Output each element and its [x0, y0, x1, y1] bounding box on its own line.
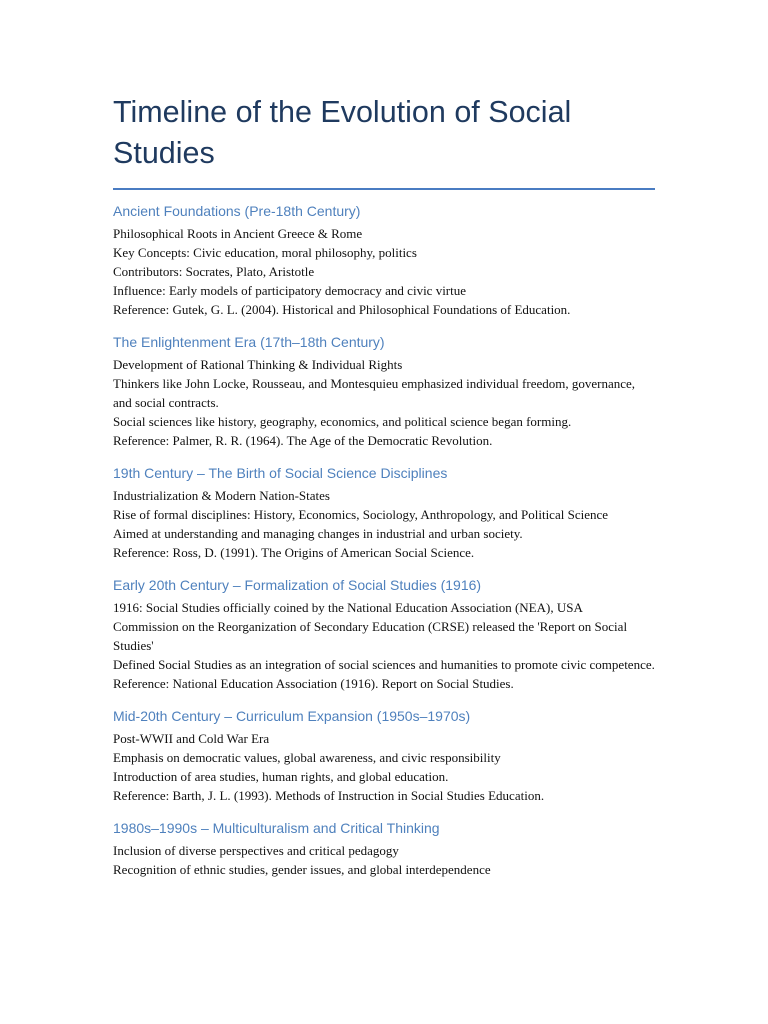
section-enlightenment-era	[113, 333, 655, 450]
section-heading: Ancient Foundations (Pre-18th Century)	[113, 203, 361, 219]
section-line: Reference: Palmer, R. R. (1964). The Age of the Democratic Revolution.	[113, 433, 493, 448]
section-heading: 1980s–1990s – Multiculturalism and Critical Thinking	[113, 820, 440, 836]
document-page	[113, 92, 655, 879]
section-line: Defined Social Studies as an integration of social sciences and humanities to promote civic competence.	[113, 657, 655, 672]
section-line: Reference: National Education Association (1916). Report on Social Studies.	[113, 676, 514, 691]
section-line: Philosophical Roots in Ancient Greece & Rome	[113, 226, 363, 241]
section-1980s-1990s	[113, 819, 655, 879]
section-line: Reference: Barth, J. L. (1993). Methods of Instruction in Social Studies Education.	[113, 788, 545, 803]
section-line: Rise of formal disciplines: History, Economics, Sociology, Anthropology, and Political Science	[113, 507, 609, 522]
section-heading: 19th Century – The Birth of Social Science Disciplines	[113, 465, 448, 481]
section-line: Thinkers like John Locke, Rousseau, and Montesquieu emphasized individual freedom, governance, and social contracts.	[113, 376, 636, 410]
section-line: Development of Rational Thinking & Individual Rights	[113, 357, 403, 372]
section-line: Recognition of ethnic studies, gender issues, and global interdependence	[113, 862, 491, 877]
section-early-20th-century	[113, 576, 655, 693]
section-heading: Mid-20th Century – Curriculum Expansion (1950s–1970s)	[113, 708, 471, 724]
section-heading: Early 20th Century – Formalization of Social Studies (1916)	[113, 577, 482, 593]
section-line: Influence: Early models of participatory democracy and civic virtue	[113, 283, 467, 298]
section-line: Reference: Ross, D. (1991). The Origins of American Social Science.	[113, 545, 475, 560]
section-line: Contributors: Socrates, Plato, Aristotle	[113, 264, 315, 279]
document-title: Timeline of the Evolution of Social Studies	[113, 95, 572, 170]
section-line: Industrialization & Modern Nation-States	[113, 488, 330, 503]
section-line: Post-WWII and Cold War Era	[113, 731, 270, 746]
section-mid-20th-century	[113, 707, 655, 805]
section-line: Inclusion of diverse perspectives and critical pedagogy	[113, 843, 399, 858]
section-line: Aimed at understanding and managing changes in industrial and urban society.	[113, 526, 523, 541]
section-line: Commission on the Reorganization of Secondary Education (CRSE) released the 'Report on Social Studies'	[113, 619, 628, 653]
section-line: Reference: Gutek, G. L. (2004). Historical and Philosophical Foundations of Education.	[113, 302, 571, 317]
section-19th-century	[113, 464, 655, 562]
section-line: Key Concepts: Civic education, moral philosophy, politics	[113, 245, 417, 260]
section-line: Introduction of area studies, human rights, and global education.	[113, 769, 449, 784]
section-line: 1916: Social Studies officially coined by the National Education Association (NEA), USA	[113, 600, 583, 615]
section-ancient-foundations	[113, 202, 655, 319]
title-divider	[113, 188, 655, 190]
section-line: Emphasis on democratic values, global awareness, and civic responsibility	[113, 750, 501, 765]
section-line: Social sciences like history, geography, economics, and political science began forming.	[113, 414, 572, 429]
section-heading: The Enlightenment Era (17th–18th Century)	[113, 334, 385, 350]
